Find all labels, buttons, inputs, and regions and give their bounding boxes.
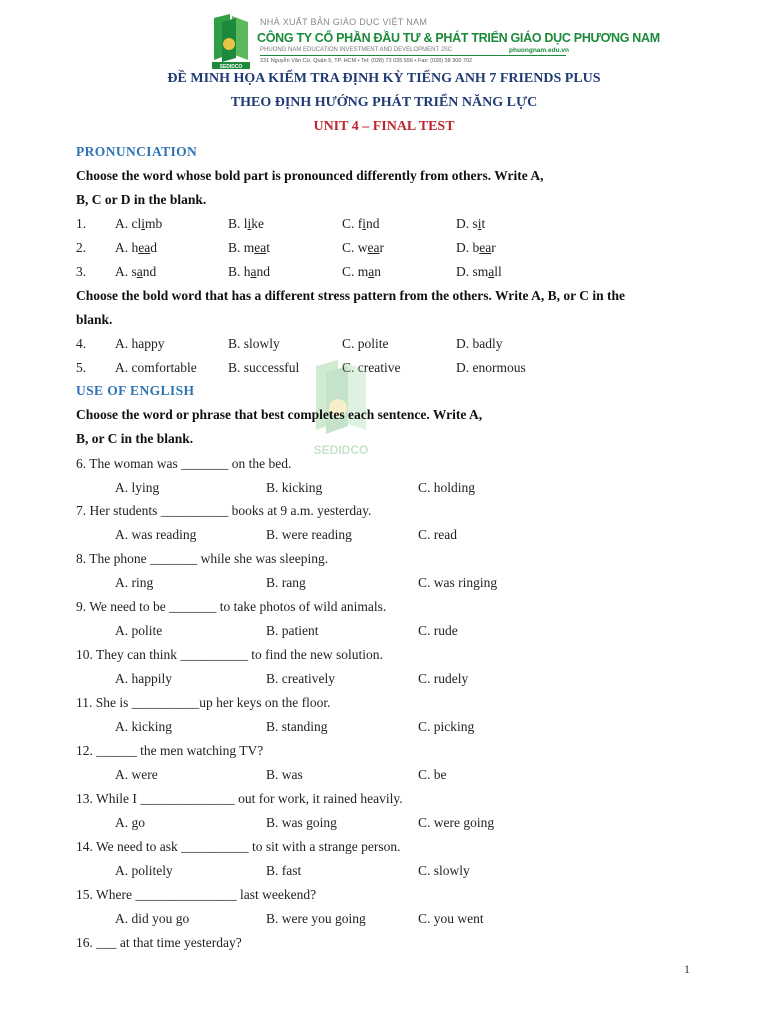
- option-b: B. successful: [228, 360, 300, 375]
- section-heading-use-of-english: USE OF ENGLISH: [76, 383, 195, 398]
- question-text: 10. They can think __________ to find the new solution.: [76, 647, 383, 662]
- question-row: [0, 336, 768, 356]
- option-c: C. holding: [418, 480, 476, 495]
- question-row: [0, 264, 768, 284]
- question-text: 6. The woman was _______ on the bed.: [76, 456, 292, 471]
- option-c: C. creative: [342, 360, 401, 375]
- instruction-text: Choose the word whose bold part is pronounced differently from others. Write A,: [76, 168, 544, 183]
- option-d: D. bear: [456, 240, 496, 255]
- publisher-name: NHÀ XUẤT BẢN GIÁO DỤC VIỆT NAM: [260, 17, 428, 27]
- option-b: B. patient: [266, 623, 319, 638]
- instruction-text: blank.: [76, 312, 113, 327]
- option-a: A. lying: [115, 480, 160, 495]
- options-row: [0, 863, 768, 883]
- question-number: 5.: [76, 360, 87, 375]
- option-c: C. you went: [418, 911, 484, 926]
- instruction-text: Choose the bold word that has a different stress pattern from the others. Write A, B, or C in the: [76, 288, 625, 303]
- option-a: A. did you go: [115, 911, 190, 926]
- option-c: C. rude: [418, 623, 458, 638]
- option-a: A. sand: [115, 264, 157, 279]
- option-a: A. polite: [115, 623, 163, 638]
- instruction-text: B, or C in the blank.: [76, 431, 194, 446]
- option-c: C. were going: [418, 815, 495, 830]
- option-a: A. was reading: [115, 527, 197, 542]
- question-number: 2.: [76, 240, 87, 255]
- svg-text:SEDIDCO: SEDIDCO: [219, 64, 243, 70]
- company-name-en: PHUONG NAM EDUCATION INVESTMENT AND DEVELOPMENT JSC: [260, 47, 453, 53]
- option-d: D. badly: [456, 336, 503, 351]
- unit-title: UNIT 4 – FINAL TEST: [313, 119, 455, 134]
- instruction-text: Choose the word or phrase that best completes each sentence. Write A,: [76, 407, 483, 422]
- option-d: D. sit: [456, 216, 486, 231]
- website-link[interactable]: phuongnam.edu.vn: [509, 47, 569, 54]
- option-a: A. climb: [115, 216, 163, 231]
- page-number: 1: [684, 962, 690, 976]
- options-row: [0, 527, 768, 547]
- question-text: 8. The phone _______ while she was sleeping.: [76, 551, 329, 566]
- option-a: A. go: [115, 815, 145, 830]
- options-row: [0, 671, 768, 691]
- option-c: C. wear: [342, 240, 384, 255]
- question-number: 4.: [76, 336, 87, 351]
- company-address: 231 Nguyễn Văn Cừ, Quận 5, TP. HCM • Tel: (028) 73 035 556 • Fax: (028) 38 300 702: [260, 58, 473, 64]
- option-c: C. man: [342, 264, 382, 279]
- option-c: C. rudely: [418, 671, 469, 686]
- option-c: C. read: [418, 527, 457, 542]
- publisher-logo-icon: [210, 14, 252, 70]
- question-text: 16. ___ at that time yesterday?: [76, 935, 242, 950]
- question-number: 1.: [76, 216, 87, 231]
- question-text: 13. While I ______________ out for work, it rained heavily.: [76, 791, 403, 806]
- question-text: 9. We need to be _______ to take photos of wild animals.: [76, 599, 387, 614]
- exam-subtitle: THEO ĐỊNH HƯỚNG PHÁT TRIỂN NĂNG LỰC: [230, 95, 538, 110]
- company-name: CÔNG TY CỔ PHẦN ĐẦU TƯ & PHÁT TRIỂN GIÁO DỤC PHƯƠNG NAM: [257, 31, 660, 45]
- option-b: B. was going: [266, 815, 337, 830]
- option-b: B. hand: [228, 264, 271, 279]
- option-b: B. rang: [266, 575, 306, 590]
- option-c: C. be: [418, 767, 447, 782]
- option-b: B. kicking: [266, 480, 323, 495]
- question-text: 7. Her students __________ books at 9 a.m. yesterday.: [76, 503, 372, 518]
- option-b: B. standing: [266, 719, 328, 734]
- option-a: A. happily: [115, 671, 172, 686]
- option-a: A. kicking: [115, 719, 172, 734]
- option-b: B. was: [266, 767, 303, 782]
- question-number: 3.: [76, 264, 87, 279]
- options-row: [0, 623, 768, 643]
- question-text: 14. We need to ask __________ to sit with a strange person.: [76, 839, 401, 854]
- options-row: [0, 575, 768, 595]
- question-text: 15. Where _______________ last weekend?: [76, 887, 317, 902]
- question-row: [0, 240, 768, 260]
- option-d: D. small: [456, 264, 502, 279]
- option-d: D. enormous: [456, 360, 526, 375]
- exam-title: ĐỀ MINH HỌA KIỂM TRA ĐỊNH KỲ TIẾNG ANH 7 FRIENDS PLUS: [167, 71, 601, 86]
- option-a: A. comfortable: [115, 360, 197, 375]
- option-b: B. creatively: [266, 671, 335, 686]
- option-c: C. find: [342, 216, 380, 231]
- options-row: [0, 719, 768, 739]
- question-text: 12. ______ the men watching TV?: [76, 743, 264, 758]
- question-row: [0, 360, 768, 380]
- section-heading-pronunciation: PRONUNCIATION: [76, 144, 198, 159]
- option-b: B. fast: [266, 863, 302, 878]
- option-a: A. ring: [115, 575, 154, 590]
- option-a: A. happy: [115, 336, 165, 351]
- option-b: B. were reading: [266, 527, 352, 542]
- option-b: B. like: [228, 216, 265, 231]
- publisher-header: [210, 14, 660, 70]
- options-row: [0, 815, 768, 835]
- option-b: B. slowly: [228, 336, 280, 351]
- option-a: A. politely: [115, 863, 173, 878]
- option-a: A. were: [115, 767, 158, 782]
- option-c: C. was ringing: [418, 575, 498, 590]
- option-c: C. picking: [418, 719, 475, 734]
- instruction-text: B, C or D in the blank.: [76, 192, 207, 207]
- option-c: C. polite: [342, 336, 389, 351]
- option-c: C. slowly: [418, 863, 470, 878]
- question-text: 11. She is __________up her keys on the floor.: [76, 695, 331, 710]
- options-row: [0, 767, 768, 787]
- option-b: B. were you going: [266, 911, 366, 926]
- options-row: [0, 480, 768, 500]
- question-row: [0, 216, 768, 236]
- watermark-logo-text: SEDIDCO: [313, 443, 369, 457]
- option-b: B. meat: [228, 240, 271, 255]
- header-divider: [260, 55, 566, 56]
- options-row: [0, 911, 768, 931]
- option-a: A. head: [115, 240, 157, 255]
